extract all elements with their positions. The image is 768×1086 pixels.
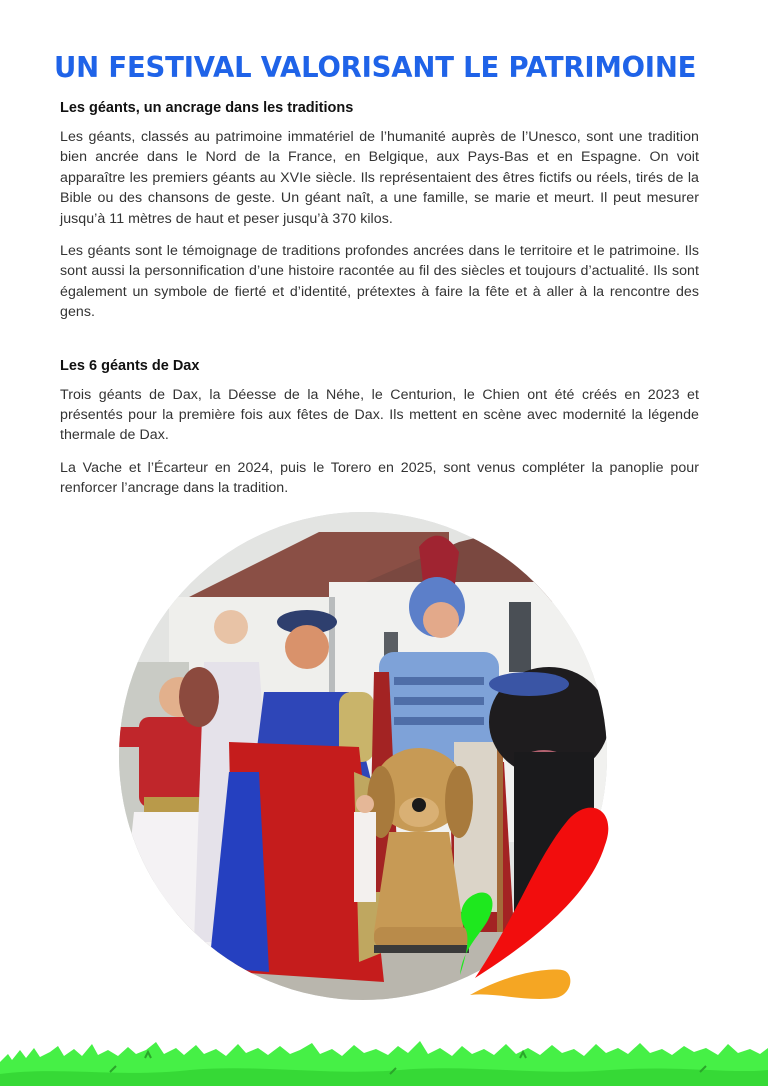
- page-title: UN FESTIVAL VALORISANT LE PATRIMOINE: [54, 51, 697, 84]
- color-splash-decoration: [440, 800, 640, 1010]
- paragraph-dax-2024-2025: La Vache et l’Écarteur en 2024, puis le Torero en 2025, sont venus compléter la panoplie pour renforcer l’ancrage dans la tradition.: [60, 459, 699, 497]
- grass-border-decoration: [0, 1040, 768, 1086]
- paragraph-dax-2023: Trois géants de Dax, la Déesse de la Néhe, le Centurion, le Chien ont été créés en 2023 et présentés pour la première fois aux fêtes de Dax. Ils mettent en scène avec modernité la légende thermale de Dax.: [60, 386, 699, 444]
- paragraph-giants-heritage: Les géants sont le témoignage de traditions profondes ancrées dans le territoire et le patrimoine. Ils sont aussi la personnification d’une histoire racontée au fil des siècles et toujours d’actualité. Ils sont également un symbole de fierté et d’identité, prétextes à faire la fête et à aller à la rencontre des gens.: [60, 243, 699, 321]
- section-heading-traditions: Les géants, un ancrage dans les traditions: [60, 100, 354, 116]
- article-body: [60, 97, 699, 499]
- paragraph-giants-history: Les géants, classés au patrimoine immatériel de l’humanité auprès de l’Unesco, sont une tradition bien ancrée dans le Nord de la France, en Belgique, aux Pays-Bas et en Espagne. On voit apparaître les premiers géants au XVIe siècle. Ils représentaient des êtres fictifs ou réels, tirés de la Bible ou des chansons de geste. Un géant naît, a une famille, se marie et meurt. Il peut mesurer jusqu’à 11 mètres de haut et peser jusqu’à 370 kilos.: [60, 129, 699, 227]
- section-heading-dax-giants: Les 6 géants de Dax: [60, 357, 200, 374]
- red-splash: [475, 808, 608, 978]
- orange-splash: [470, 970, 570, 999]
